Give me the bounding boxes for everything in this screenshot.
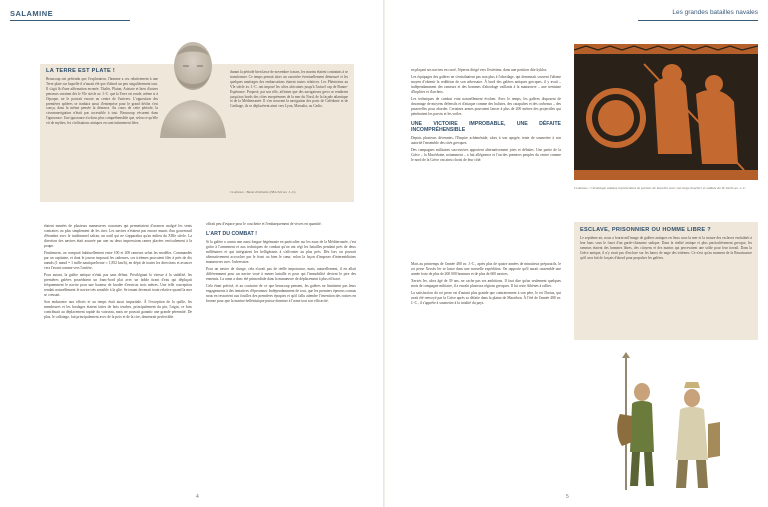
book-section-title: Les grandes batailles navales <box>672 9 758 16</box>
section-header: SALAMINE <box>10 9 54 18</box>
victory-heading: UNE VICTOIRE IMPROBABLE, UNE DÉFAITE INCOMPRÉHENSIBLE <box>411 121 561 133</box>
left-column-1 <box>44 224 192 322</box>
sidebar-earth-col1: Beaucoup ont prétendu que l'explorateur, l'homme a cru relativement à une Terre plate sur laquelle il n'aurait été que d'abord un peu singulièrement tout. Il s'agit là d'une affirmation erronée. Thalès, Platon, Aristote et bien d'autres penseurs savaient dès le VIe siècle av. J.-C. que la Terre est ronde, même si à l'époque, ne le pouvait encore au centre de l'univers. L'opposition des premières sphères se traduira aussi d'entreprise pour le grand déclin s'est conçu, dans la même pensée la dénonce. Au cours de cette période, la circumnavigation n'était pas accessible à tout. Beaucoup vécurent dans l'ignorance. Une ignorance n'a donc plus compréhensible que, selon ce qu'elle vit de mythes, les civilisations antiques en sont intimement liées. <box>46 77 158 126</box>
sidebar-slave-title: ESCLAVE, PRISONNIER OU HOMME LIBRE ? <box>580 227 711 233</box>
vase-caption: Ci-dessus : Céramique antique représentant un porteur de bouclier avec son large bouclier et soldats du Ve siècle av. J.-C. <box>574 186 747 190</box>
left-col1-p1: étaient menées de plusieurs manœuvres courantes qui permettaient d'avancer malgré les vents contraires ou plus simplement de les tirer. Les navires n'étaient pas encore munis d'un gouvernail d'étambot avec le traditionnel safran, un outil qui ne s'apparaîtra qu'au milieu du XIIIe siècle. La direction des navires était assurée par une ou deux impressions rames placées verticalement à la poupe. <box>44 224 192 248</box>
left-col2-intro: offrait peu d'espace pour le couchette et l'embarquement de vivres en quantité. <box>206 222 322 226</box>
right-col1-p1: en plaçant ses navires en carré, l'éperon dirigé vers l'extérieur, dans une position dite kyklos. <box>411 68 548 72</box>
sidebar-slave-box <box>574 222 758 340</box>
left-column-2 <box>206 222 356 306</box>
right-col2-p2: Xerxès Ier, alors âgé de 39 ans, ne cache pas ses ambitions. Il faut dire qu'un seulement quelques mois de campagne militaire, il a envahi plusieurs régions grecques. Il lui reste Athènes à rallier. <box>411 279 561 288</box>
page-number-right: 5 <box>566 494 569 500</box>
right-col1-p3: Les techniques de combat vont naturellement évoluer. Avec le temps, les galères disposent de davantage de moyens défensifs et d'attaque comme des balistes, des catapultes et des corbeaux – des passerelles pour aborder. Certaines armes pouvaient lancer à plus de 200 mètres des projectiles qui pénétraient les pavois et les voiles. <box>411 97 561 116</box>
persian-warriors-image <box>608 352 728 492</box>
right-col1-p5: Des campagnes militaires successives apportent alternativement joies et défaites. Une partie de la Grèce – la Macédoine, notamment – a fait allégeance et l'un des premiers peuples du centre comme le nord de la Grèce ont ainsi choisi de leur côté. <box>411 148 561 162</box>
left-col2-p3: Cela étant précisé, et au contraire de ce que beaucoup pensent, les galères ne limitaient pas leurs engagements à des tentatives d'éperonner. Indépendamment de tout, que les premiers éperons connus nous en ressortent aux fouilles des premières époques et qu'il fallu attendre l'invention des rostres en bronze pour que la marine hellénistique puisse dominer à l'arme tout son efficacité. <box>206 284 356 303</box>
right-column-1 <box>411 68 561 165</box>
left-col1-p4: Son endurance aux efforts et au temps était aussi impartiale. À l'exception de la quille, les membrures et les bordages étaient faites de bois tendres, principalement du pin, l'aigin, ce bois contribuait au déplacement rapide du vaisseau, mais ne pouvait garantir une grande pérennité. De plus, le calfatage, fait principalement avec de la poix et de la cire, demeurait perfectible. <box>44 300 192 319</box>
combat-heading: L'ART DU COMBAT ! <box>206 231 257 237</box>
header-rule-right <box>638 20 758 21</box>
right-col2-p3: La satisfaction du roi perse est d'autant plus grande que contrairement à son père, le roi Darius, qui avait été renvoyé par la Grèce après sa défaite dans la plaine de Marathon. À l'été de l'année 480 av. J.-C., il s'apprête à soumettre à la totalité du pays. <box>411 291 561 305</box>
greek-vase-image <box>574 44 758 180</box>
left-col1-p3: Pour autant, la galère antique n'était pas sans défaut. Privilégiant la vitesse à la stabilité, les premières galères possédaient un franc-bord plat avec un faible tirant d'eau qui déplaçait fréquemment le navire pour une hauteur de bordée d'environ trois mètres. Une telle conception rendait naturellement le navire très sensible à la gîte. Se tenant devenait toute relative quand la mer se creusait. <box>44 273 192 297</box>
sidebar-earth-col2: durant la période bien lasse de novembre à mars, les marins étaient contraints à se transformer. Ce temps prenait alors un caractère éventuellement démesuré et les quelques naufrages des embarcations étaient toutes relatives. Les Phéniciens au VIe siècle av. J.-C. ont imposé les côtes africaines jusqu'à l'actuel cap de Bonne-Espérance. Proposé, par son rôle, affirmer que des navigateurs grecs se rendirent jusqu'aux bords des côtes européennes de la mer du Nord, de la façade atlantique et de la Méditerranée. Il s'en trouvent la navigation des ports de Calédonie et de Carthage, ils se déplacèrent ainsi vers Lyon, Massalia, ou Cadix. <box>230 70 348 109</box>
page-number-left: 4 <box>196 494 199 500</box>
aristotle-bust-image <box>150 32 236 138</box>
sidebar-slave-text: Le septième art, nous a fourni mil'image de galères antiques en lieux sous la mer et la torture des esclaves enchaînés à leur banc sous le fouet d'un garde-chiourme sadique. Dans la réalité antique et plus particulièrement grecque, les rameurs étaient des hommes libres, des citoyens et des marins qui percevaient une solde pour leur travail. Dans la Grèce antique, il n'y avait pas d'esclave sur les bancs de nage des trirèmes. Ce n'est qu'au moment de la Renaissance qu'il sera fait de forçats d'abord pour propulser les galères. <box>580 236 752 260</box>
right-col1-p2: Les équipages des galères ne s'entraînaient pas non plus à l'abordage, qui demeurait souvent l'ultime moyen d'obtenir la reddition de son adversaire. À bord des galères antiques grecques, il y avait – indépendamment des rameurs et des hommes d'abordage vaillants à la manœuvre – une trentaine d'hoplites et d'archers. <box>411 75 561 94</box>
bust-caption: Ci-dessus : Buste d'Aristote (384-322 av. J.-C). <box>230 190 297 194</box>
right-col2-p1: Mais au printemps de l'année 480 av. J.-C., après plus de quatre années de minutieux préparatifs, le roi perse Xerxès Ier se lance dans une nouvelle expédition. On rapporte qu'il aurait rassemblé une armée forte de plus de 200 000 hommes et de plus de 600 navires. <box>411 262 561 276</box>
header-rule <box>10 20 130 21</box>
left-col1-p2: Finalement, on comptait habituellement entre 100 et 200 rameurs selon les modèles. Commandés par un capitaine, et dont le joueur imposait les cadences, ces trirèmes pouvaient filer à près de dix nœuds (1 nœud = 1 mille nautique/heure ≈ 1,852 km/h), en dépit de toutes les directions et avancer vers l'avant comme vers l'arrière. <box>44 251 192 270</box>
right-col1-p4: Depuis plusieurs décennies, l'Empire achéménide, alors à son apogée, tente de soumettre à son autorité l'ensemble des cités grecques. <box>411 136 561 145</box>
right-column-1b <box>411 262 561 308</box>
left-page <box>0 0 383 507</box>
left-col2-p2: Pour un navire de charge, cela n'avait pas de réelle importance, mais, naturellement, il en allait différemment pour un navire voué à mener bataille et pour qui l'immobilité devient le pire des ennemis. La rame a donc été primordiale dans la manœuvre de déplacement à plus efficace. <box>206 267 356 281</box>
sidebar-earth-title: LA TERRE EST PLATE ! <box>46 68 116 74</box>
left-col2-p1: Si la galère a connu une aussi longue hégémonie en particulier sur les eaux de la Méditerranée, c'est grâce à l'armement et aux techniques de combat qu'on ont régi les batailles pendant près de deux millénaires et qui intégraient les belligérants à s'affronter au plus près. Dès lors on pouvait alternativement accrocher par le front ou bien le cœur, selon la façon d'imposer d'intermédiaires manœuvres avec l'adversaire. <box>206 240 356 264</box>
